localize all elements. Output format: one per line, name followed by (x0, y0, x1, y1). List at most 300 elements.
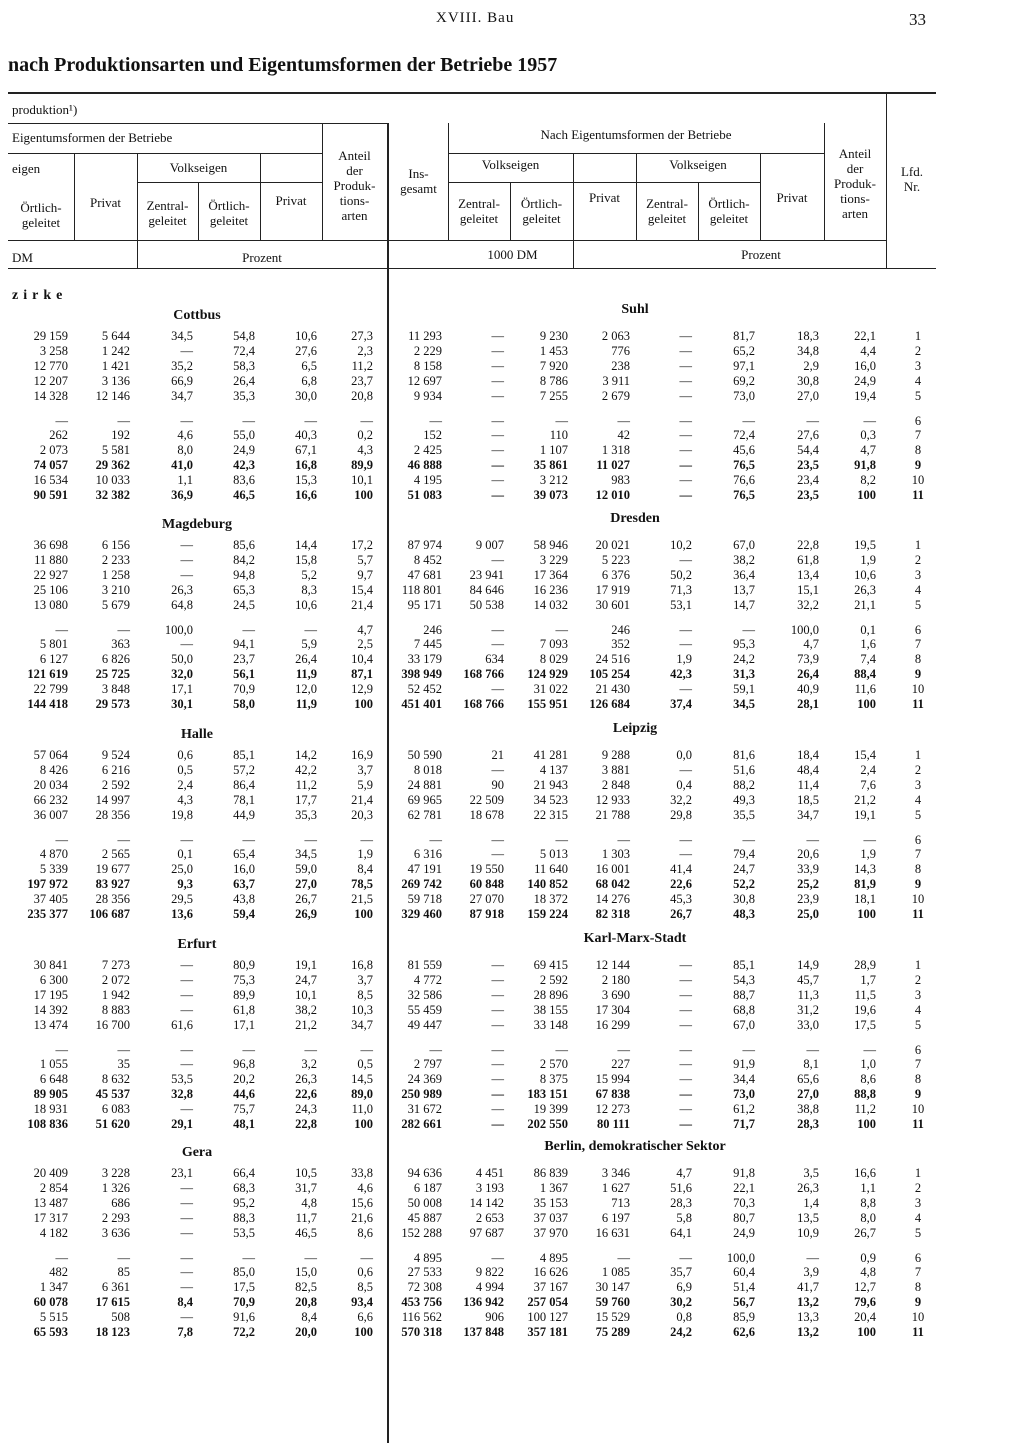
table-cell: — (180, 1180, 193, 1195)
table-cell: 0,3 (860, 428, 876, 443)
table-cell: 5,9 (301, 637, 317, 652)
table-cell: 13 487 (33, 1195, 68, 1210)
table-cell: 2 848 (601, 777, 630, 792)
table-cell: 4 137 (539, 762, 568, 777)
table-cell: 137 848 (463, 1325, 504, 1339)
table-cell: 1 242 (101, 343, 130, 358)
table-cell: 6 316 (413, 847, 442, 862)
row-number: 5 (914, 388, 922, 403)
table-cell: — (360, 413, 373, 428)
table-cell: 16 626 (533, 1265, 568, 1280)
table-cell: 10,6 (295, 329, 317, 343)
table-cell: 8 883 (101, 1002, 130, 1017)
table-cell: 17 195 (33, 987, 68, 1002)
table-row (0, 538, 1024, 553)
table-cell: 19,6 (854, 1002, 876, 1017)
row-number: 11 (912, 1325, 924, 1339)
table-cell: 1,7 (860, 972, 876, 987)
header-lfd-nr: Lfd. Nr. (900, 164, 924, 194)
table-cell: 19,5 (854, 538, 876, 552)
table-cell: 4,3 (357, 443, 373, 458)
row-number: 2 (914, 972, 922, 987)
table-cell: 10,5 (295, 1166, 317, 1180)
table-cell: 2,9 (803, 358, 819, 373)
table-cell: 22,1 (854, 329, 876, 343)
table-cell: 48,3 (733, 907, 755, 921)
table-cell: — (806, 1250, 819, 1265)
header-privat-pct: Privat (275, 193, 307, 208)
table-cell: 14 142 (469, 1195, 504, 1210)
table-cell: 24,7 (295, 972, 317, 987)
table-cell: 56,7 (733, 1295, 755, 1310)
table-cell: 1 258 (101, 567, 130, 582)
table-cell: 11,2 (351, 358, 373, 373)
table-cell: 35,5 (733, 807, 755, 822)
row-number: 10 (911, 1102, 925, 1117)
table-cell: 13,6 (171, 907, 193, 921)
table-cell: 3,2 (301, 1057, 317, 1072)
table-cell: 45,6 (733, 443, 755, 458)
table-cell: 235 377 (27, 907, 68, 921)
table-cell: — (679, 488, 692, 502)
table-cell: 0,1 (177, 847, 193, 862)
table-cell: 34,5 (295, 847, 317, 862)
table-cell: 83,6 (233, 473, 255, 488)
table-cell: — (491, 987, 504, 1002)
row-number: 5 (914, 597, 922, 612)
table-cell: — (55, 413, 68, 428)
table-cell: — (679, 622, 692, 637)
table-cell: 27,0 (797, 388, 819, 403)
table-cell: 57,2 (233, 762, 255, 777)
table-cell: 634 (485, 652, 504, 667)
table-cell: — (555, 1042, 568, 1057)
table-row (0, 1043, 1024, 1058)
table-row (0, 1280, 1024, 1295)
table-cell: 1,9 (860, 847, 876, 862)
table-cell: 20,0 (295, 1325, 317, 1339)
table-cell: 26,4 (797, 667, 819, 682)
table-cell: — (679, 1057, 692, 1072)
table-row (0, 1265, 1024, 1280)
table-cell: — (491, 832, 504, 847)
table-cell: 42,3 (233, 458, 255, 473)
table-cell: 1 942 (101, 987, 130, 1002)
table-row (0, 1072, 1024, 1087)
row-number: 9 (914, 877, 922, 892)
table-cell: 22 315 (533, 807, 568, 822)
table-cell: — (180, 1310, 193, 1325)
table-cell: 47 191 (407, 862, 442, 877)
row-number: 1 (914, 1166, 922, 1180)
table-row (0, 907, 1024, 922)
table-cell: 7,8 (177, 1325, 193, 1339)
table-cell: 2 653 (475, 1210, 504, 1225)
table-cell: — (679, 443, 692, 458)
table-cell: 13,4 (797, 567, 819, 582)
header-oertlich-left: Örtlich- geleitet (20, 200, 62, 230)
header-eigentumsformen: Eigentumsformen der Betriebe (12, 130, 173, 145)
table-cell: — (55, 832, 68, 847)
table-cell: 97,1 (733, 358, 755, 373)
table-cell: 6,5 (301, 358, 317, 373)
table-cell: 30,0 (295, 388, 317, 403)
table-cell: 62 781 (407, 807, 442, 822)
table-cell: 3 228 (101, 1166, 130, 1180)
table-cell: 71,3 (670, 582, 692, 597)
table-cell: 59,1 (733, 682, 755, 697)
table-cell: 21,2 (295, 1017, 317, 1032)
table-cell: 23,5 (797, 458, 819, 473)
table-cell: 16,0 (854, 358, 876, 373)
table-row (0, 652, 1024, 667)
table-cell: — (617, 413, 630, 428)
table-cell: 246 (611, 622, 630, 637)
table-cell: 59 718 (407, 892, 442, 907)
table-cell: — (863, 832, 876, 847)
row-number: 11 (912, 907, 924, 921)
table-cell: 8,6 (357, 1225, 373, 1240)
table-cell: 0,9 (860, 1250, 876, 1265)
table-cell: 16 534 (33, 473, 68, 488)
table-cell: 95 171 (407, 597, 442, 612)
table-cell: 121 619 (27, 667, 68, 682)
table-cell: 30,8 (797, 373, 819, 388)
table-cell: 20 409 (33, 1166, 68, 1180)
table-cell: 35,3 (233, 388, 255, 403)
table-cell: 3 212 (539, 473, 568, 488)
table-cell: 33,8 (351, 1166, 373, 1180)
table-cell: — (679, 682, 692, 697)
table-cell: 451 401 (401, 697, 442, 711)
table-cell: 100 (857, 1117, 876, 1131)
table-cell: 51,4 (733, 1280, 755, 1295)
table-cell: 36,4 (733, 567, 755, 582)
table-cell: 4,8 (860, 1265, 876, 1280)
table-cell: 26,3 (295, 1072, 317, 1087)
table-cell: 269 742 (401, 877, 442, 892)
table-cell: 56,1 (233, 667, 255, 682)
table-cell: 118 801 (401, 582, 442, 597)
table-cell: 4 994 (475, 1280, 504, 1295)
table-cell: 1 107 (539, 443, 568, 458)
table-cell: 22 927 (33, 567, 68, 582)
table-cell: 34,7 (171, 388, 193, 403)
table-cell: — (679, 458, 692, 473)
table-cell: 87 918 (469, 907, 504, 921)
table-cell: 10,4 (351, 652, 373, 667)
table-row (0, 1211, 1024, 1226)
table-cell: 11 640 (534, 862, 568, 877)
table-cell: 8,4 (301, 1310, 317, 1325)
table-cell: — (679, 1042, 692, 1057)
row-number: 11 (912, 1117, 924, 1131)
table-cell: 81 559 (407, 958, 442, 972)
table-cell: 8,5 (357, 987, 373, 1002)
table-row (0, 374, 1024, 389)
table-cell: 37,4 (670, 697, 692, 711)
table-cell: — (555, 622, 568, 637)
row-number: 4 (914, 1002, 922, 1017)
table-cell: 4,7 (676, 1166, 692, 1180)
table-cell: 73,9 (797, 652, 819, 667)
table-cell: 30 841 (33, 958, 68, 972)
table-cell: 20 034 (33, 777, 68, 792)
table-cell: 4 451 (475, 1166, 504, 1180)
table-cell: 22,8 (295, 1117, 317, 1131)
table-cell: — (679, 1002, 692, 1017)
table-cell: — (180, 567, 193, 582)
table-cell: 2 797 (413, 1057, 442, 1072)
table-cell: 155 951 (527, 697, 568, 711)
table-cell: 88,7 (733, 987, 755, 1002)
table-cell: — (863, 1042, 876, 1057)
table-cell: 2 072 (101, 972, 130, 987)
table-cell: 74 057 (33, 458, 68, 473)
table-cell: 482 (49, 1265, 68, 1280)
table-cell: 27,6 (295, 343, 317, 358)
table-cell: 0,0 (676, 748, 692, 762)
table-cell: 2,4 (860, 762, 876, 777)
table-cell: — (679, 552, 692, 567)
table-cell: 17,2 (351, 538, 373, 552)
table-cell: — (742, 413, 755, 428)
table-cell: 88,3 (233, 1210, 255, 1225)
table-cell: 67,0 (733, 1017, 755, 1032)
table-cell: 3,9 (803, 1265, 819, 1280)
table-cell: — (679, 388, 692, 403)
row-number: 6 (914, 832, 922, 847)
table-cell: 776 (611, 343, 630, 358)
table-cell: — (304, 832, 317, 847)
table-cell: 91,8 (854, 458, 876, 473)
row-number: 7 (914, 847, 922, 862)
table-cell: 100 (354, 907, 373, 921)
table-cell: 20,2 (233, 1072, 255, 1087)
table-cell: — (180, 1102, 193, 1117)
table-cell: — (491, 1002, 504, 1017)
table-cell: 108 836 (27, 1117, 68, 1131)
table-cell: — (117, 413, 130, 428)
table-cell: 1 367 (539, 1180, 568, 1195)
table-cell: 2 180 (601, 972, 630, 987)
table-cell: 4 772 (413, 972, 442, 987)
table-cell: 100 (857, 1325, 876, 1339)
table-cell: 257 054 (527, 1295, 568, 1310)
table-cell: 8,4 (177, 1295, 193, 1310)
table-cell: 2 570 (539, 1057, 568, 1072)
table-row (0, 1018, 1024, 1033)
table-cell: — (242, 1250, 255, 1265)
table-cell: 36 698 (33, 538, 68, 552)
table-row (0, 414, 1024, 429)
table-row (0, 847, 1024, 862)
table-cell: 51,6 (733, 762, 755, 777)
table-cell: — (679, 762, 692, 777)
table-row (0, 748, 1024, 763)
table-cell: 43,8 (233, 892, 255, 907)
table-cell: 27,3 (351, 329, 373, 343)
table-cell: 72,4 (233, 343, 255, 358)
table-cell: 41,7 (797, 1280, 819, 1295)
table-cell: 36 007 (33, 807, 68, 822)
table-cell: 85,1 (233, 748, 255, 762)
table-cell: 6 216 (101, 762, 130, 777)
table-cell: 14,5 (351, 1072, 373, 1087)
table-cell: 16,8 (351, 958, 373, 972)
table-cell: 27 533 (407, 1265, 442, 1280)
header-privat-r1: Privat (588, 190, 621, 205)
table-cell: 51,6 (670, 1180, 692, 1195)
table-cell: 8 018 (413, 762, 442, 777)
row-number: 5 (914, 1225, 922, 1240)
header-rule (8, 240, 886, 241)
table-cell: 12 697 (407, 373, 442, 388)
table-cell: 14,2 (295, 748, 317, 762)
table-cell: 31 022 (533, 682, 568, 697)
table-cell: 0,2 (357, 428, 373, 443)
table-cell: 20 021 (595, 538, 630, 552)
table-cell: 94,8 (233, 567, 255, 582)
table-cell: 34,5 (171, 329, 193, 343)
table-cell: 14 032 (533, 597, 568, 612)
row-number: 1 (914, 329, 922, 343)
table-cell: 6 187 (413, 1180, 442, 1195)
table-cell: 8,0 (860, 1210, 876, 1225)
table-cell: 13,5 (797, 1210, 819, 1225)
table-cell: 31,3 (733, 667, 755, 682)
table-cell: 45 537 (95, 1087, 130, 1102)
table-cell: — (242, 622, 255, 637)
row-number: 4 (914, 582, 922, 597)
table-cell: — (863, 413, 876, 428)
table-cell: 18,3 (797, 329, 819, 343)
table-cell: 47 681 (407, 567, 442, 582)
table-row (0, 1181, 1024, 1196)
table-cell: 16 236 (533, 582, 568, 597)
table-cell: 9 934 (413, 388, 442, 403)
row-number: 9 (914, 1295, 922, 1310)
table-cell: — (617, 832, 630, 847)
table-cell: 30,2 (670, 1295, 692, 1310)
table-cell: 5 581 (101, 443, 130, 458)
row-number: 10 (911, 682, 925, 697)
table-cell: — (491, 443, 504, 458)
table-cell: 34 523 (533, 792, 568, 807)
row-number: 10 (911, 892, 925, 907)
table-cell: 7 920 (539, 358, 568, 373)
table-cell: 19 550 (469, 862, 504, 877)
table-cell: 73,0 (733, 388, 755, 403)
table-cell: 14,7 (733, 597, 755, 612)
table-cell: 36,9 (171, 488, 193, 502)
table-cell: 12 207 (33, 373, 68, 388)
table-cell: — (180, 538, 193, 552)
table-cell: 28,3 (797, 1117, 819, 1131)
table-cell: 144 418 (27, 697, 68, 711)
table-cell: 25 725 (95, 667, 130, 682)
table-cell: 0,1 (860, 622, 876, 637)
table-cell: 25,0 (171, 862, 193, 877)
row-number: 3 (914, 987, 922, 1002)
table-cell: 16,9 (351, 748, 373, 762)
table-cell: 29,8 (670, 807, 692, 822)
table-cell: 7,4 (860, 652, 876, 667)
table-cell: 28 356 (95, 807, 130, 822)
table-cell: 1,9 (357, 847, 373, 862)
table-cell: 53,5 (171, 1072, 193, 1087)
table-cell: 152 (423, 428, 442, 443)
table-row (0, 598, 1024, 613)
table-cell: 17 919 (595, 582, 630, 597)
table-cell: 4,6 (177, 428, 193, 443)
table-cell: — (117, 1250, 130, 1265)
table-cell: 1 326 (101, 1180, 130, 1195)
table-cell: 9 524 (101, 748, 130, 762)
table-row (0, 458, 1024, 473)
table-cell: 9,7 (357, 567, 373, 582)
header-nach-eigentumsformen: Nach Eigentumsformen der Betriebe (540, 127, 732, 142)
table-cell: 91,8 (733, 1166, 755, 1180)
table-cell: 5 679 (101, 597, 130, 612)
table-cell: 96,8 (233, 1057, 255, 1072)
header-volkseigen-r1: Volkseigen (481, 157, 540, 172)
table-cell: — (360, 832, 373, 847)
table-cell: 10,3 (351, 1002, 373, 1017)
table-cell: 65,2 (733, 343, 755, 358)
table-cell: — (117, 832, 130, 847)
table-cell: 126 684 (589, 697, 630, 711)
table-cell: 4,6 (357, 1180, 373, 1195)
table-cell: 76,6 (733, 473, 755, 488)
table-cell: 1 347 (39, 1280, 68, 1295)
table-cell: 11 027 (596, 458, 630, 473)
table-cell: — (180, 1210, 193, 1225)
table-cell: 65 593 (33, 1325, 68, 1339)
table-cell: 59 760 (595, 1295, 630, 1310)
row-number: 8 (914, 443, 922, 458)
table-cell: 6 083 (101, 1102, 130, 1117)
table-cell: 82,5 (295, 1280, 317, 1295)
table-cell: 76,5 (733, 488, 755, 502)
table-cell: 54,8 (233, 329, 255, 343)
table-cell: 35,2 (171, 358, 193, 373)
table-cell: 4 895 (539, 1250, 568, 1265)
row-number: 1 (914, 748, 922, 762)
table-cell: 14,9 (797, 958, 819, 972)
table-cell: 21,4 (351, 597, 373, 612)
table-row (0, 1102, 1024, 1117)
table-cell: 15,3 (295, 473, 317, 488)
table-cell: 2 293 (101, 1210, 130, 1225)
table-cell: 84 646 (469, 582, 504, 597)
header-zentral-r2: Zentral- geleitet (646, 196, 688, 226)
table-cell: 26,3 (171, 582, 193, 597)
table-cell: 23,4 (797, 473, 819, 488)
table-cell: — (679, 1117, 692, 1131)
table-cell: 9,3 (177, 877, 193, 892)
table-cell: 0,6 (177, 748, 193, 762)
table-cell: — (491, 388, 504, 403)
table-cell: 5 223 (601, 552, 630, 567)
table-cell: 21,1 (854, 597, 876, 612)
table-cell: 52,2 (733, 877, 755, 892)
table-cell: 100 (857, 488, 876, 502)
table-cell: 69 965 (407, 792, 442, 807)
table-cell: 20,8 (295, 1295, 317, 1310)
table-cell: 983 (611, 473, 630, 488)
table-cell: 26,7 (670, 907, 692, 921)
